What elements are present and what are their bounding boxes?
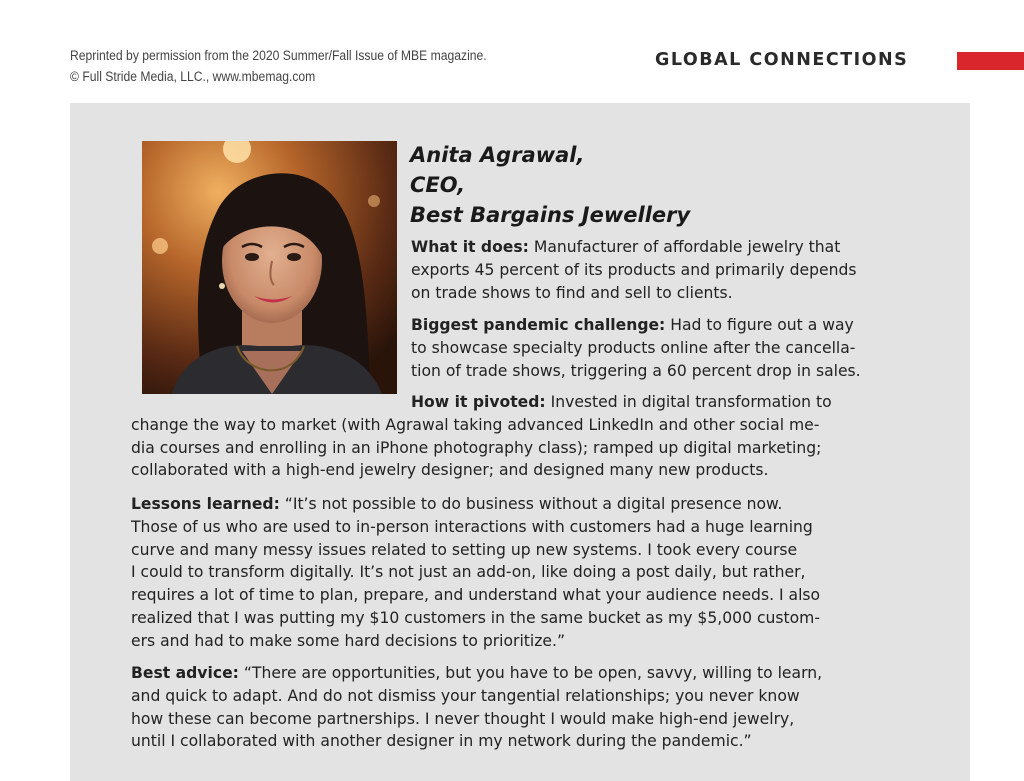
paragraph-line: “There are opportunities, but you have to be open, savvy, willing to learn, — [238, 664, 823, 682]
paragraph-line: ers and had to make some hard decisions to prioritize.” — [131, 631, 566, 650]
paragraph-line: I could to transform digitally. It’s not just an add-on, like doing a post daily, but rather, — [131, 563, 806, 582]
best-advice-label: Best advice: — [131, 664, 239, 682]
lessons-learned-label: Lessons learned: — [131, 495, 280, 513]
paragraph-line: until I collaborated with another designer in my network during the pandemic.” — [131, 732, 752, 751]
paragraph-line: requires a lot of time to plan, prepare, and understand what your audience needs. I also — [131, 586, 821, 605]
paragraph-line: exports 45 percent of its products and primarily depends — [411, 260, 857, 279]
reprint-line-2: © Full Stride Media, LLC., www.mbemag.com — [70, 69, 316, 84]
paragraph-line: change the way to market (with Agrawal taking advanced LinkedIn and other social me- — [131, 415, 820, 434]
paragraph-line: to showcase specialty products online after the cancella- — [411, 338, 856, 357]
paragraph-line: Those of us who are used to in-person interactions with customers had a huge learning — [131, 517, 813, 536]
paragraph-line: how these can become partnerships. I never thought I would make high-end jewelry, — [131, 709, 795, 728]
profile-photo — [142, 141, 397, 394]
profile-title: CEO, — [410, 173, 466, 197]
profile-name-block — [410, 140, 690, 230]
what-it-does-label: What it does: — [411, 238, 529, 256]
reprint-line-1: Reprinted by permission from the 2020 Summer/Fall Issue of MBE magazine. — [70, 48, 487, 63]
biggest-challenge-label: Biggest pandemic challenge: — [411, 316, 666, 334]
section-title: GLOBAL CONNECTIONS — [655, 50, 909, 70]
paragraph-line: and quick to adapt. And do not dismiss your tangential relationships; you never know — [131, 686, 800, 705]
profile-name: Anita Agrawal, — [410, 143, 585, 167]
biggest-challenge-paragraph — [411, 314, 861, 382]
lessons-learned-paragraph — [131, 493, 820, 653]
how-it-pivoted-paragraph — [131, 391, 832, 482]
what-it-does-paragraph — [411, 236, 856, 304]
reprint-notice — [70, 45, 538, 87]
paragraph-line: collaborated with a high-end jewelry designer; and designed many new products. — [131, 461, 769, 480]
paragraph-line: curve and many messy issues related to setting up new systems. I took every course — [131, 540, 798, 559]
paragraph-line: dia courses and enrolling in an iPhone photography class); ramped up digital marketing; — [131, 438, 822, 457]
accent-bar — [957, 52, 1024, 70]
how-it-pivoted-label: How it pivoted: — [411, 393, 546, 411]
paragraph-line: tion of trade shows, triggering a 60 percent drop in sales. — [411, 361, 861, 380]
paragraph-line: Manufacturer of affordable jewelry that — [528, 238, 841, 256]
paragraph-line: “It’s not possible to do business without a digital presence now. — [279, 495, 783, 513]
paragraph-line: Had to figure out a way — [665, 316, 854, 334]
paragraph-line: Invested in digital transformation to — [545, 393, 832, 411]
best-advice-paragraph — [131, 662, 822, 753]
paragraph-line: realized that I was putting my $10 customers in the same bucket as my $5,000 custom- — [131, 608, 820, 627]
paragraph-line: on trade shows to find and sell to clients. — [411, 283, 733, 302]
profile-company: Best Bargains Jewellery — [410, 203, 691, 227]
